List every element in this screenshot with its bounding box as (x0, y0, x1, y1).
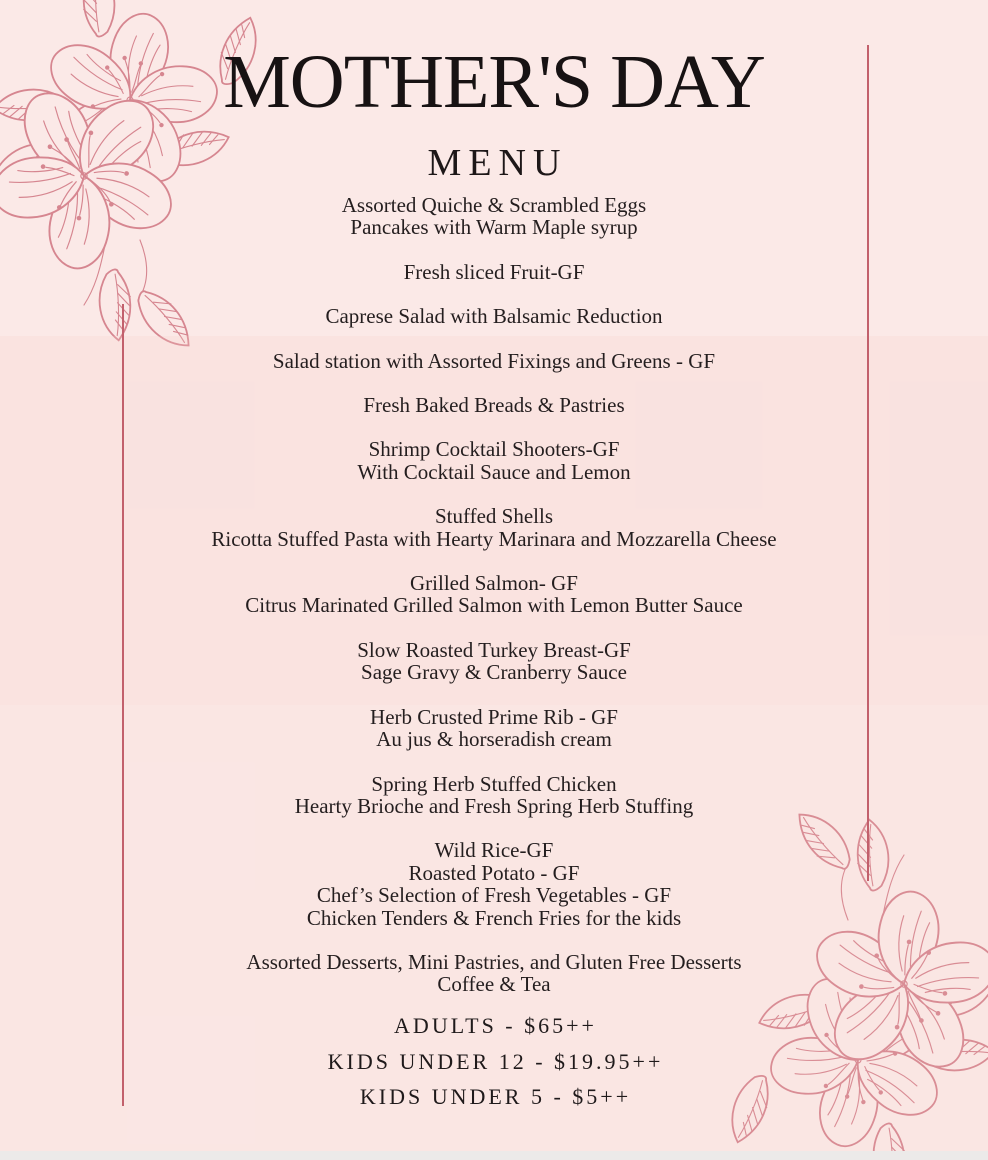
menu-line: Grilled Salmon- GF (410, 571, 578, 596)
menu-line: Fresh sliced Fruit-GF (403, 259, 585, 284)
menu-section (0, 261, 988, 283)
menu-line: Ricotta Stuffed Pasta with Hearty Marinara and Mozzarella Cheese (211, 526, 777, 551)
menu-line: Caprese Salad with Balsamic Reduction (325, 304, 663, 329)
menu-line: Pancakes with Warm Maple syrup (350, 215, 638, 240)
menu-line: Assorted Quiche & Scrambled Eggs (341, 193, 647, 217)
menu-body (0, 194, 988, 1018)
menu-section (0, 706, 988, 751)
menu-section (0, 572, 988, 617)
menu-section (0, 773, 988, 818)
menu-section (0, 394, 988, 416)
menu-line: Stuffed Shells (434, 504, 554, 529)
pricing-block (0, 1008, 988, 1115)
menu-line: Hearty Brioche and Fresh Spring Herb Stuffing (294, 793, 694, 818)
menu-line: Slow Roasted Turkey Breast-GF (357, 637, 631, 662)
menu-section (0, 194, 988, 239)
menu-section (0, 438, 988, 483)
menu-section (0, 639, 988, 684)
menu-line: Herb Crusted Prime Rib - GF (370, 704, 618, 729)
menu-section (0, 305, 988, 327)
price-line: ADULTS - $65++ (394, 1013, 597, 1038)
price-line: KIDS UNDER 5 - $5++ (359, 1084, 632, 1109)
menu-section (0, 839, 988, 929)
menu-line: Au jus & horseradish cream (376, 727, 612, 752)
menu-line: Wild Rice-GF (434, 838, 554, 863)
price-line: KIDS UNDER 12 - $19.95++ (327, 1048, 664, 1074)
menu-line: Coffee & Tea (437, 972, 551, 997)
page-title: MOTHER'S DAY (223, 40, 765, 124)
menu-line: Chef’s Selection of Fresh Vegetables - GF (316, 883, 672, 908)
bottom-strip (0, 1151, 988, 1160)
menu-line: Assorted Desserts, Mini Pastries, and Gluten Free Desserts (246, 949, 742, 974)
menu-line: Sage Gravy & Cranberry Sauce (361, 660, 627, 685)
menu-line: Salad station with Assorted Fixings and Greens - GF (272, 348, 716, 373)
menu-line: Roasted Potato - GF (408, 860, 580, 885)
menu-line: Citrus Marinated Grilled Salmon with Lemon Butter Sauce (245, 593, 743, 618)
menu-line: Spring Herb Stuffed Chicken (371, 771, 617, 796)
menu-section (0, 505, 988, 550)
menu-line: Chicken Tenders & French Fries for the kids (306, 905, 682, 930)
menu-section (0, 350, 988, 372)
menu-line: Fresh Baked Breads & Pastries (363, 393, 625, 418)
menu-line: With Cocktail Sauce and Lemon (357, 459, 631, 484)
menu-subtitle: MENU (427, 142, 568, 184)
menu-line: Shrimp Cocktail Shooters-GF (368, 437, 620, 462)
menu-section (0, 951, 988, 996)
